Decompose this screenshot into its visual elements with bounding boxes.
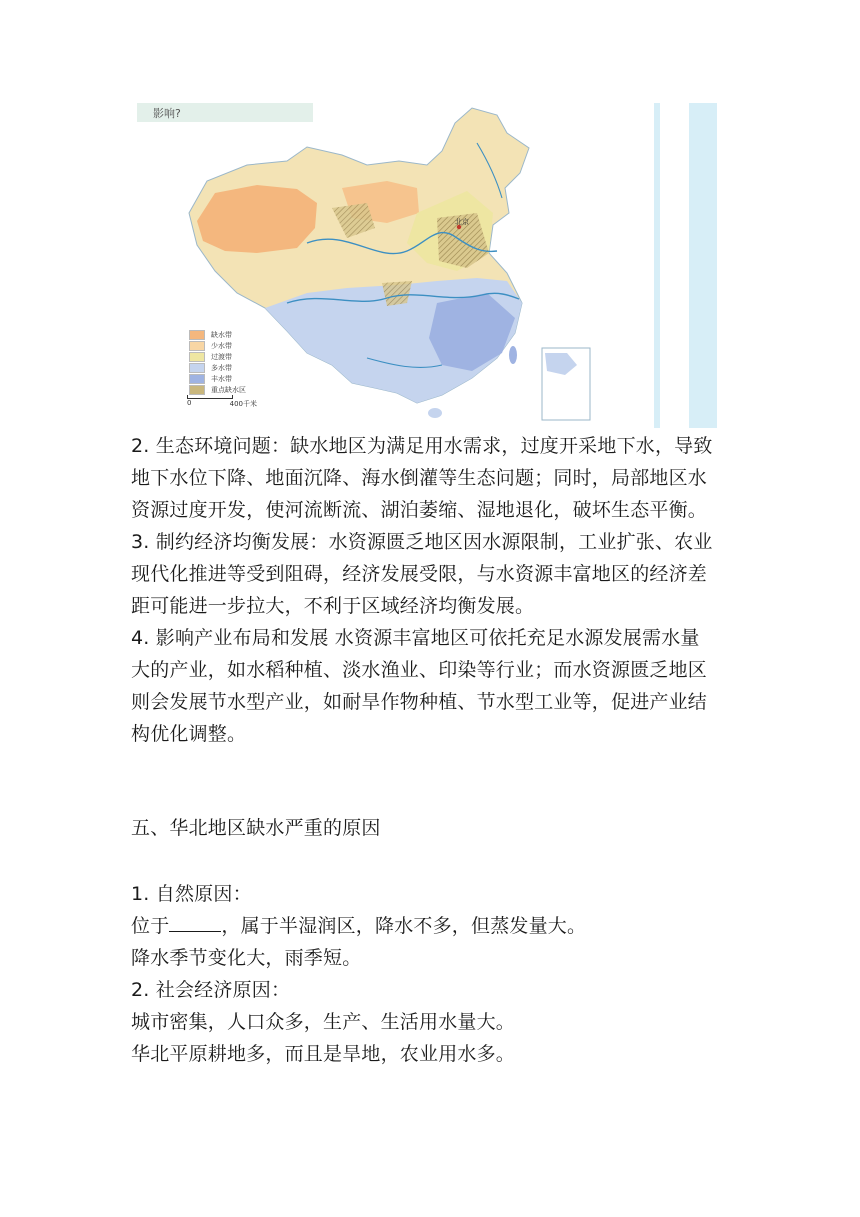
legend-swatch	[189, 330, 205, 340]
fill-in-blank[interactable]	[169, 913, 221, 932]
section-heading: 五、华北地区缺水严重的原因	[131, 817, 381, 839]
text-line: 则会发展节水型产业，如耐旱作物种植、节水型工业等，促进产业结	[131, 691, 708, 713]
text-line: 地下水位下降、地面沉降、海水倒灌等生态问题；同时，局部地区水	[131, 467, 708, 489]
map-island-taiwan	[509, 346, 517, 364]
legend-swatch	[189, 385, 205, 395]
legend-swatch	[189, 352, 205, 362]
text-line: 大的产业，如水稻种植、淡水渔业、印染等行业；而水资源匮乏地区	[131, 659, 708, 681]
map-side-strip-thin	[654, 103, 660, 428]
legend-item	[189, 362, 246, 373]
natural-cause-line: 降水季节变化大，雨季短。	[131, 947, 362, 969]
social-cause-title: 2. 社会经济原因：	[131, 979, 291, 1001]
text-line: 现代化推进等受到阻碍，经济发展受限，与水资源丰富地区的经济差	[131, 563, 708, 585]
text-line: 4. 影响产业布局和发展 水资源丰富地区可依托充足水源发展需水量	[131, 627, 700, 649]
text-line: 资源过度开发，使河流断流、湖泊萎缩、湿地退化，破坏生态平衡。	[131, 499, 708, 521]
legend-item	[189, 373, 246, 384]
legend-item	[189, 340, 246, 351]
legend-label: 少水带	[211, 341, 232, 350]
section-heading-block	[131, 812, 731, 844]
legend-swatch	[189, 374, 205, 384]
beijing-label: 北京	[455, 218, 469, 226]
legend-item	[189, 384, 246, 395]
map-scale	[187, 395, 257, 409]
map-island-hainan	[428, 408, 442, 418]
legend-swatch	[189, 341, 205, 351]
social-cause-line: 城市密集，人口众多，生产、生活用水量大。	[131, 1011, 516, 1033]
natural-cause-title: 1. 自然原因：	[131, 883, 252, 905]
legend-label: 缺水带	[211, 330, 232, 339]
legend-label: 多水带	[211, 363, 232, 372]
text-line: 距可能进一步拉大，不利于区域经济均衡发展。	[131, 595, 535, 617]
legend-swatch	[189, 363, 205, 373]
natural-cause-line	[131, 910, 731, 942]
text-line: 3. 制约经济均衡发展：水资源匮乏地区因水源限制，工业扩张、农业	[131, 531, 713, 553]
scale-end: 400千米	[229, 400, 257, 408]
causes-block	[131, 878, 731, 1070]
legend-label: 过渡带	[211, 352, 232, 361]
text-line: 2. 生态环境问题：缺水地区为满足用水需求，过度开采地下水，导致	[131, 435, 713, 457]
map-legend	[189, 329, 246, 395]
legend-label: 重点缺水区	[211, 385, 246, 394]
line-suffix: ，属于半湿润区，降水不多，但蒸发量大。	[221, 915, 587, 937]
map-side-strip	[689, 103, 717, 428]
map-zone-dry	[197, 185, 317, 253]
legend-item	[189, 351, 246, 362]
line-prefix: 位于	[131, 915, 170, 937]
scale-start: 0	[187, 399, 192, 407]
impact-paragraphs	[131, 430, 731, 750]
social-cause-line: 华北平原耕地多，而且是旱地，农业用水多。	[131, 1043, 516, 1065]
legend-label: 丰水带	[211, 374, 232, 383]
scale-labels	[187, 399, 257, 409]
china-water-map-figure	[137, 103, 717, 428]
legend-item	[189, 329, 246, 340]
text-line: 构优化调整。	[131, 723, 247, 745]
figure-caption: 影响?	[153, 107, 181, 120]
